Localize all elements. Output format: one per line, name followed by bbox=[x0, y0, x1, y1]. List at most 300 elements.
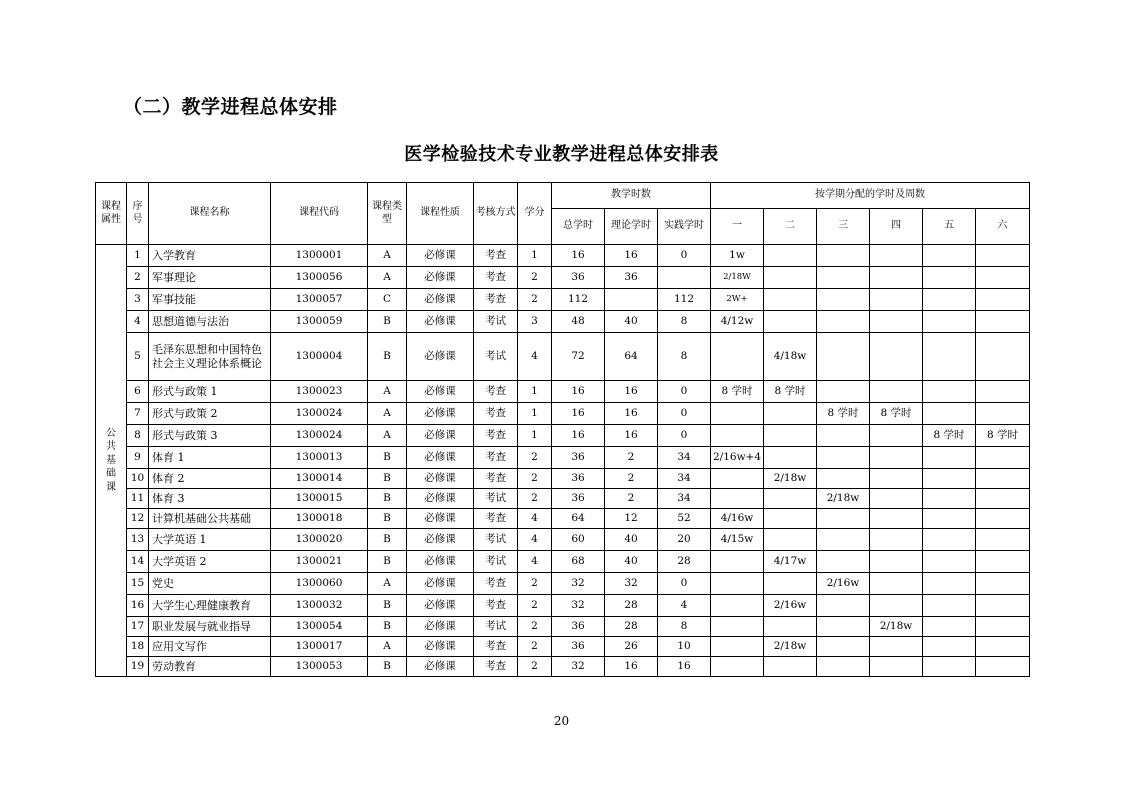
course-type-cell: B bbox=[368, 333, 407, 381]
course-type-cell: A bbox=[368, 267, 407, 289]
course-nature-cell: 必修课 bbox=[407, 447, 474, 469]
credit-cell: 3 bbox=[518, 311, 552, 333]
course-code-cell: 1300024 bbox=[271, 403, 368, 425]
seq-cell: 7 bbox=[127, 403, 149, 425]
semester-5-cell bbox=[923, 245, 976, 267]
course-type-cell: A bbox=[368, 381, 407, 403]
theory-hours-cell: 40 bbox=[605, 311, 658, 333]
course-name-cell: 职业发展与就业指导 bbox=[149, 617, 271, 637]
course-type-cell: B bbox=[368, 529, 407, 551]
semester-5-cell bbox=[923, 509, 976, 529]
credit-cell: 2 bbox=[518, 595, 552, 617]
seq-cell: 3 bbox=[127, 289, 149, 311]
semester-2-cell bbox=[764, 529, 817, 551]
exam-method-cell: 考试 bbox=[474, 489, 518, 509]
total-hours-cell: 60 bbox=[552, 529, 605, 551]
header-exam-method: 考核方式 bbox=[474, 183, 518, 245]
semester-2-cell: 4/18w bbox=[764, 333, 817, 381]
semester-4-cell bbox=[870, 245, 923, 267]
practice-hours-cell: 16 bbox=[658, 657, 711, 677]
practice-hours-cell: 4 bbox=[658, 595, 711, 617]
table-row bbox=[96, 469, 1030, 489]
credit-cell: 2 bbox=[518, 289, 552, 311]
course-code-cell: 1300018 bbox=[271, 509, 368, 529]
total-hours-cell: 36 bbox=[552, 469, 605, 489]
semester-3-cell bbox=[817, 425, 870, 447]
seq-cell: 19 bbox=[127, 657, 149, 677]
semester-6-cell bbox=[976, 595, 1030, 617]
semester-3-cell bbox=[817, 289, 870, 311]
course-code-cell: 1300020 bbox=[271, 529, 368, 551]
semester-2-cell bbox=[764, 509, 817, 529]
table-row bbox=[96, 245, 1030, 267]
semester-4-cell bbox=[870, 509, 923, 529]
practice-hours-cell: 10 bbox=[658, 637, 711, 657]
course-nature-cell: 必修课 bbox=[407, 267, 474, 289]
semester-1-cell: 8 学时 bbox=[711, 381, 764, 403]
semester-4-cell bbox=[870, 573, 923, 595]
practice-hours-cell: 8 bbox=[658, 311, 711, 333]
semester-4-cell bbox=[870, 469, 923, 489]
total-hours-cell: 16 bbox=[552, 245, 605, 267]
semester-6-cell bbox=[976, 617, 1030, 637]
credit-cell: 4 bbox=[518, 333, 552, 381]
table-row bbox=[96, 311, 1030, 333]
practice-hours-cell bbox=[658, 267, 711, 289]
semester-1-cell: 4/16w bbox=[711, 509, 764, 529]
table-row bbox=[96, 267, 1030, 289]
semester-4-cell bbox=[870, 425, 923, 447]
semester-3-cell bbox=[817, 469, 870, 489]
semester-4-cell bbox=[870, 447, 923, 469]
semester-4-cell bbox=[870, 333, 923, 381]
credit-cell: 2 bbox=[518, 267, 552, 289]
theory-hours-cell: 12 bbox=[605, 509, 658, 529]
course-name-cell: 形式与政策 3 bbox=[149, 425, 271, 447]
semester-5-cell bbox=[923, 617, 976, 637]
exam-method-cell: 考试 bbox=[474, 617, 518, 637]
section-heading: （二）教学进程总体安排 bbox=[123, 96, 338, 118]
semester-5-cell bbox=[923, 311, 976, 333]
semester-2-cell bbox=[764, 267, 817, 289]
theory-hours-cell: 36 bbox=[605, 267, 658, 289]
semester-1-cell: 2/16w+4 bbox=[711, 447, 764, 469]
semester-3-cell bbox=[817, 595, 870, 617]
table-row bbox=[96, 403, 1030, 425]
semester-1-cell: 1w bbox=[711, 245, 764, 267]
table-title: 医学检验技术专业教学进程总体安排表 bbox=[404, 144, 719, 165]
course-type-cell: B bbox=[368, 509, 407, 529]
semester-1-cell bbox=[711, 425, 764, 447]
course-nature-cell: 必修课 bbox=[407, 657, 474, 677]
semester-2-cell: 2/18w bbox=[764, 637, 817, 657]
theory-hours-cell: 40 bbox=[605, 529, 658, 551]
semester-1-cell bbox=[711, 617, 764, 637]
total-hours-cell: 36 bbox=[552, 489, 605, 509]
semester-3-cell bbox=[817, 551, 870, 573]
table-row bbox=[96, 489, 1030, 509]
semester-5-cell bbox=[923, 657, 976, 677]
course-nature-cell: 必修课 bbox=[407, 245, 474, 267]
semester-6-cell bbox=[976, 311, 1030, 333]
semester-4-cell bbox=[870, 267, 923, 289]
header-theory-hours: 理论学时 bbox=[605, 209, 658, 245]
semester-4-cell: 8 学时 bbox=[870, 403, 923, 425]
semester-5-cell bbox=[923, 333, 976, 381]
exam-method-cell: 考试 bbox=[474, 551, 518, 573]
practice-hours-cell: 0 bbox=[658, 381, 711, 403]
seq-cell: 10 bbox=[127, 469, 149, 489]
semester-5-cell bbox=[923, 551, 976, 573]
course-code-cell: 1300053 bbox=[271, 657, 368, 677]
course-name-cell: 计算机基础公共基础 bbox=[149, 509, 271, 529]
semester-4-cell: 2/18w bbox=[870, 617, 923, 637]
course-code-cell: 1300054 bbox=[271, 617, 368, 637]
credit-cell: 1 bbox=[518, 245, 552, 267]
category-cell: 公 共 基 础 课 bbox=[96, 245, 127, 677]
course-nature-cell: 必修课 bbox=[407, 311, 474, 333]
exam-method-cell: 考查 bbox=[474, 289, 518, 311]
semester-5-cell bbox=[923, 267, 976, 289]
semester-4-cell bbox=[870, 289, 923, 311]
course-code-cell: 1300060 bbox=[271, 573, 368, 595]
header-semester-5: 五 bbox=[923, 209, 976, 245]
course-name-cell: 军事理论 bbox=[149, 267, 271, 289]
exam-method-cell: 考查 bbox=[474, 403, 518, 425]
header-semester-3: 三 bbox=[817, 209, 870, 245]
total-hours-cell: 72 bbox=[552, 333, 605, 381]
practice-hours-cell: 34 bbox=[658, 489, 711, 509]
semester-6-cell bbox=[976, 657, 1030, 677]
header-semester-2: 二 bbox=[764, 209, 817, 245]
semester-1-cell bbox=[711, 573, 764, 595]
course-name-cell: 体育 2 bbox=[149, 469, 271, 489]
semester-1-cell bbox=[711, 489, 764, 509]
total-hours-cell: 64 bbox=[552, 509, 605, 529]
total-hours-cell: 48 bbox=[552, 311, 605, 333]
seq-cell: 11 bbox=[127, 489, 149, 509]
seq-cell: 18 bbox=[127, 637, 149, 657]
theory-hours-cell: 2 bbox=[605, 469, 658, 489]
semester-6-cell bbox=[976, 573, 1030, 595]
exam-method-cell: 考查 bbox=[474, 509, 518, 529]
table-row bbox=[96, 637, 1030, 657]
course-type-cell: A bbox=[368, 573, 407, 595]
total-hours-cell: 16 bbox=[552, 425, 605, 447]
semester-2-cell bbox=[764, 425, 817, 447]
credit-cell: 2 bbox=[518, 573, 552, 595]
header-course-code: 课程代码 bbox=[271, 183, 368, 245]
credit-cell: 2 bbox=[518, 447, 552, 469]
semester-3-cell bbox=[817, 617, 870, 637]
theory-hours-cell: 28 bbox=[605, 595, 658, 617]
semester-4-cell bbox=[870, 595, 923, 617]
practice-hours-cell: 0 bbox=[658, 425, 711, 447]
page-number: 20 bbox=[553, 714, 570, 728]
header-semester-allocation: 按学期分配的学时及周数 bbox=[711, 183, 1030, 209]
practice-hours-cell: 28 bbox=[658, 551, 711, 573]
theory-hours-cell: 2 bbox=[605, 447, 658, 469]
semester-3-cell bbox=[817, 509, 870, 529]
seq-cell: 6 bbox=[127, 381, 149, 403]
semester-5-cell bbox=[923, 381, 976, 403]
header-course-nature: 课程性质 bbox=[407, 183, 474, 245]
semester-3-cell: 2/16w bbox=[817, 573, 870, 595]
credit-cell: 2 bbox=[518, 657, 552, 677]
practice-hours-cell: 8 bbox=[658, 617, 711, 637]
semester-6-cell bbox=[976, 403, 1030, 425]
theory-hours-cell: 26 bbox=[605, 637, 658, 657]
header-total-hours: 总学时 bbox=[552, 209, 605, 245]
header-teaching-hours: 教学时数 bbox=[552, 183, 711, 209]
theory-hours-cell: 32 bbox=[605, 573, 658, 595]
semester-6-cell bbox=[976, 447, 1030, 469]
seq-cell: 2 bbox=[127, 267, 149, 289]
header-semester-6: 六 bbox=[976, 209, 1030, 245]
exam-method-cell: 考查 bbox=[474, 245, 518, 267]
practice-hours-cell: 112 bbox=[658, 289, 711, 311]
header-seq: 序号 bbox=[127, 183, 149, 245]
practice-hours-cell: 0 bbox=[658, 245, 711, 267]
semester-2-cell: 4/17w bbox=[764, 551, 817, 573]
semester-5-cell bbox=[923, 529, 976, 551]
semester-1-cell bbox=[711, 595, 764, 617]
semester-6-cell bbox=[976, 489, 1030, 509]
total-hours-cell: 32 bbox=[552, 657, 605, 677]
total-hours-cell: 36 bbox=[552, 447, 605, 469]
table-row bbox=[96, 509, 1030, 529]
course-type-cell: A bbox=[368, 245, 407, 267]
credit-cell: 2 bbox=[518, 637, 552, 657]
table-row bbox=[96, 289, 1030, 311]
semester-2-cell bbox=[764, 245, 817, 267]
practice-hours-cell: 34 bbox=[658, 447, 711, 469]
table-row bbox=[96, 447, 1030, 469]
total-hours-cell: 36 bbox=[552, 267, 605, 289]
semester-5-cell bbox=[923, 469, 976, 489]
course-name-cell: 形式与政策 2 bbox=[149, 403, 271, 425]
credit-cell: 1 bbox=[518, 381, 552, 403]
semester-1-cell bbox=[711, 469, 764, 489]
course-code-cell: 1300001 bbox=[271, 245, 368, 267]
table-row bbox=[96, 617, 1030, 637]
semester-1-cell: 2W+ bbox=[711, 289, 764, 311]
practice-hours-cell: 52 bbox=[658, 509, 711, 529]
course-nature-cell: 必修课 bbox=[407, 617, 474, 637]
course-type-cell: B bbox=[368, 551, 407, 573]
course-type-cell: B bbox=[368, 469, 407, 489]
semester-6-cell bbox=[976, 529, 1030, 551]
semester-4-cell bbox=[870, 381, 923, 403]
exam-method-cell: 考试 bbox=[474, 311, 518, 333]
semester-1-cell bbox=[711, 637, 764, 657]
course-name-cell: 大学生心理健康教育 bbox=[149, 595, 271, 617]
semester-1-cell: 4/12w bbox=[711, 311, 764, 333]
semester-4-cell bbox=[870, 551, 923, 573]
practice-hours-cell: 20 bbox=[658, 529, 711, 551]
semester-5-cell bbox=[923, 573, 976, 595]
semester-1-cell bbox=[711, 657, 764, 677]
practice-hours-cell: 0 bbox=[658, 573, 711, 595]
course-type-cell: B bbox=[368, 657, 407, 677]
credit-cell: 4 bbox=[518, 551, 552, 573]
exam-method-cell: 考查 bbox=[474, 657, 518, 677]
course-nature-cell: 必修课 bbox=[407, 425, 474, 447]
exam-method-cell: 考查 bbox=[474, 469, 518, 489]
table-row bbox=[96, 333, 1030, 381]
course-code-cell: 1300056 bbox=[271, 267, 368, 289]
course-nature-cell: 必修课 bbox=[407, 637, 474, 657]
semester-1-cell bbox=[711, 551, 764, 573]
course-type-cell: A bbox=[368, 403, 407, 425]
semester-4-cell bbox=[870, 489, 923, 509]
teaching-plan-table bbox=[95, 182, 1030, 677]
course-type-cell: C bbox=[368, 289, 407, 311]
total-hours-cell: 32 bbox=[552, 595, 605, 617]
credit-cell: 2 bbox=[518, 617, 552, 637]
seq-cell: 13 bbox=[127, 529, 149, 551]
course-type-cell: B bbox=[368, 447, 407, 469]
course-code-cell: 1300017 bbox=[271, 637, 368, 657]
course-type-cell: B bbox=[368, 311, 407, 333]
total-hours-cell: 16 bbox=[552, 381, 605, 403]
semester-2-cell: 8 学时 bbox=[764, 381, 817, 403]
semester-4-cell bbox=[870, 637, 923, 657]
total-hours-cell: 36 bbox=[552, 637, 605, 657]
theory-hours-cell: 64 bbox=[605, 333, 658, 381]
seq-cell: 12 bbox=[127, 509, 149, 529]
semester-6-cell bbox=[976, 509, 1030, 529]
seq-cell: 5 bbox=[127, 333, 149, 381]
course-nature-cell: 必修课 bbox=[407, 573, 474, 595]
course-type-cell: B bbox=[368, 595, 407, 617]
semester-6-cell bbox=[976, 245, 1030, 267]
exam-method-cell: 考查 bbox=[474, 447, 518, 469]
semester-6-cell bbox=[976, 267, 1030, 289]
semester-1-cell bbox=[711, 403, 764, 425]
semester-3-cell: 8 学时 bbox=[817, 403, 870, 425]
semester-3-cell bbox=[817, 447, 870, 469]
course-code-cell: 1300023 bbox=[271, 381, 368, 403]
exam-method-cell: 考试 bbox=[474, 333, 518, 381]
course-name-cell: 大学英语 1 bbox=[149, 529, 271, 551]
course-nature-cell: 必修课 bbox=[407, 333, 474, 381]
table-row bbox=[96, 595, 1030, 617]
theory-hours-cell: 28 bbox=[605, 617, 658, 637]
semester-2-cell: 2/18w bbox=[764, 469, 817, 489]
seq-cell: 15 bbox=[127, 573, 149, 595]
total-hours-cell: 68 bbox=[552, 551, 605, 573]
semester-2-cell bbox=[764, 489, 817, 509]
semester-6-cell bbox=[976, 289, 1030, 311]
semester-5-cell bbox=[923, 403, 976, 425]
table-row bbox=[96, 573, 1030, 595]
exam-method-cell: 考查 bbox=[474, 637, 518, 657]
exam-method-cell: 考查 bbox=[474, 425, 518, 447]
semester-4-cell bbox=[870, 657, 923, 677]
header-category: 课程属性 bbox=[96, 183, 127, 245]
total-hours-cell: 112 bbox=[552, 289, 605, 311]
theory-hours-cell: 16 bbox=[605, 403, 658, 425]
semester-6-cell bbox=[976, 381, 1030, 403]
course-nature-cell: 必修课 bbox=[407, 403, 474, 425]
table-row bbox=[96, 381, 1030, 403]
course-code-cell: 1300024 bbox=[271, 425, 368, 447]
exam-method-cell: 考查 bbox=[474, 267, 518, 289]
theory-hours-cell: 40 bbox=[605, 551, 658, 573]
header-course-name: 课程名称 bbox=[149, 183, 271, 245]
semester-3-cell bbox=[817, 311, 870, 333]
semester-3-cell bbox=[817, 245, 870, 267]
semester-3-cell bbox=[817, 529, 870, 551]
theory-hours-cell bbox=[605, 289, 658, 311]
semester-5-cell bbox=[923, 447, 976, 469]
semester-3-cell bbox=[817, 381, 870, 403]
semester-5-cell bbox=[923, 289, 976, 311]
theory-hours-cell: 2 bbox=[605, 489, 658, 509]
course-code-cell: 1300013 bbox=[271, 447, 368, 469]
credit-cell: 4 bbox=[518, 509, 552, 529]
course-type-cell: A bbox=[368, 637, 407, 657]
total-hours-cell: 36 bbox=[552, 617, 605, 637]
course-name-cell: 大学英语 2 bbox=[149, 551, 271, 573]
theory-hours-cell: 16 bbox=[605, 425, 658, 447]
semester-2-cell bbox=[764, 657, 817, 677]
header-semester-1: 一 bbox=[711, 209, 764, 245]
course-code-cell: 1300057 bbox=[271, 289, 368, 311]
credit-cell: 4 bbox=[518, 529, 552, 551]
course-type-cell: A bbox=[368, 425, 407, 447]
seq-cell: 17 bbox=[127, 617, 149, 637]
course-code-cell: 1300004 bbox=[271, 333, 368, 381]
semester-6-cell bbox=[976, 333, 1030, 381]
semester-1-cell: 4/15w bbox=[711, 529, 764, 551]
semester-6-cell: 8 学时 bbox=[976, 425, 1030, 447]
table-row bbox=[96, 657, 1030, 677]
semester-2-cell: 2/16w bbox=[764, 595, 817, 617]
semester-5-cell bbox=[923, 489, 976, 509]
exam-method-cell: 考试 bbox=[474, 529, 518, 551]
course-nature-cell: 必修课 bbox=[407, 381, 474, 403]
semester-2-cell bbox=[764, 573, 817, 595]
theory-hours-cell: 16 bbox=[605, 245, 658, 267]
credit-cell: 2 bbox=[518, 469, 552, 489]
semester-5-cell bbox=[923, 637, 976, 657]
course-nature-cell: 必修课 bbox=[407, 529, 474, 551]
course-nature-cell: 必修课 bbox=[407, 595, 474, 617]
semester-2-cell bbox=[764, 617, 817, 637]
course-type-cell: B bbox=[368, 489, 407, 509]
semester-2-cell bbox=[764, 289, 817, 311]
header-credit: 学分 bbox=[518, 183, 552, 245]
header-semester-4: 四 bbox=[870, 209, 923, 245]
semester-3-cell bbox=[817, 657, 870, 677]
course-nature-cell: 必修课 bbox=[407, 489, 474, 509]
semester-2-cell bbox=[764, 403, 817, 425]
course-nature-cell: 必修课 bbox=[407, 509, 474, 529]
header-practice-hours: 实践学时 bbox=[658, 209, 711, 245]
course-nature-cell: 必修课 bbox=[407, 551, 474, 573]
credit-cell: 2 bbox=[518, 489, 552, 509]
practice-hours-cell: 34 bbox=[658, 469, 711, 489]
practice-hours-cell: 0 bbox=[658, 403, 711, 425]
course-name-cell: 毛泽东思想和中国特色社会主义理论体系概论 bbox=[149, 333, 271, 381]
semester-2-cell bbox=[764, 447, 817, 469]
semester-2-cell bbox=[764, 311, 817, 333]
course-name-cell: 党史 bbox=[149, 573, 271, 595]
semester-6-cell bbox=[976, 551, 1030, 573]
table-row bbox=[96, 425, 1030, 447]
